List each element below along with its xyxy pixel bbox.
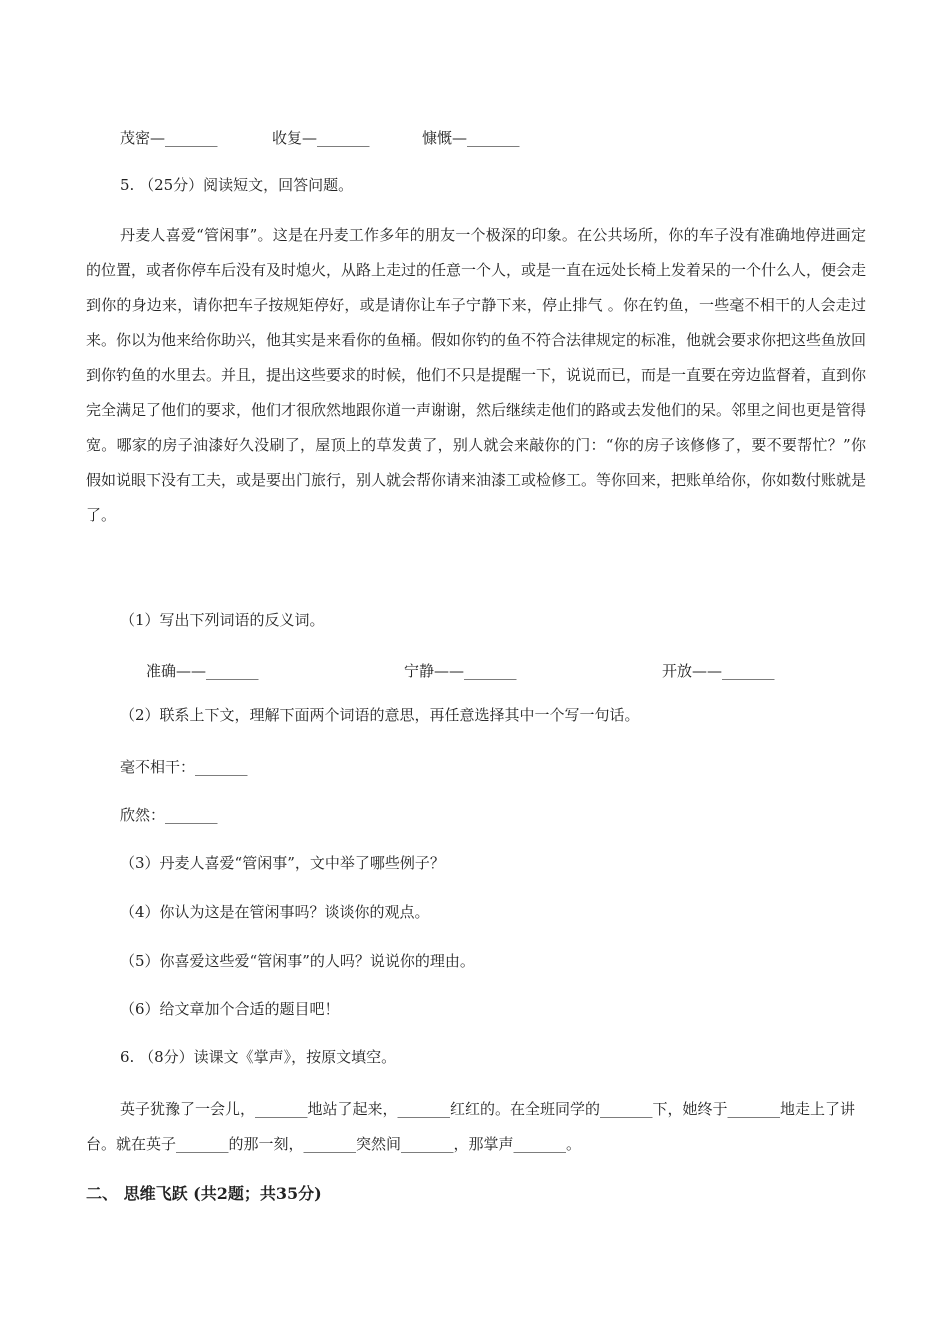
antonym-fill-3: 开放——_______ — [662, 662, 775, 680]
sub-question-4: （4）你认为这是在管闲事吗？谈谈你的观点。 — [120, 903, 430, 921]
fill-in-text: 英子犹豫了一会儿，_______地站了起来，_______红红的。在全班同学的_______下，她终于_______地走上了讲台。就在英子_______的那一刻，_______突然间_______，那掌声_______。 — [86, 1100, 856, 1153]
sub-question-5: （5）你喜爱这些爱“管闲事”的人吗？说说你的理由。 — [120, 952, 475, 970]
antonym-fill-2: 宁静——_______ — [404, 662, 517, 680]
antonym-item-3: 慷慨—_______ — [422, 129, 520, 147]
antonym-fill-1: 准确——_______ — [146, 662, 259, 680]
sub-question-3: （3）丹麦人喜爱“管闲事”，文中举了哪些例子？ — [120, 854, 445, 872]
antonym-item-1: 茂密—_______ — [120, 129, 218, 147]
word-meaning-1: 毫不相干：_______ — [120, 758, 248, 776]
question-5-title: 5. （25分）阅读短文，回答问题。 — [120, 176, 354, 194]
sub-question-2: （2）联系上下文，理解下面两个词语的意思，再任意选择其中一个写一句话。 — [120, 706, 640, 724]
reading-passage: 丹麦人喜爱“管闲事”。这是在丹麦工作多年的朋友一个极深的印象。在公共场所，你的车子没有准确地停进画定的位置，或者你停车后没有及时熄火，从路上走过的任意一个人，或是一直在远处长椅上发着呆的一个什么人，便会走到你的身边来，请你把车子按规矩停好，或是请你让车子宁静下来，停止排气 。你在钓鱼，一些毫不相干的人会走过来。你以为他来给你助兴，他其实是来看你的鱼桶。假如你钓的鱼不符合法律规定的标准，他就会要求你把这些鱼放回到你钓鱼的水里去。并且，提出这些要求的时候，他们不只是提醒一下，说说而已，而是一直要在旁边监督着，直到你完全满足了他们的要求，他们才很欣然地跟你道一声谢谢，然后继续走他们的路或去发他们的呆。邻里之间也更是管得宽。哪家的房子油漆好久没刷了，屋顶上的草发黄了，别人就会来敲你的门：“你的房子该修修了，要不要帮忙？”你假如说眼下没有工夫，或是要出门旅行，别人就会帮你请来油漆工或检修工。等你回来，把账单给你，你如数付账就是了。 — [86, 226, 867, 524]
section-2-heading: 二、 思维飞跃 (共2题；共35分) — [86, 1184, 322, 1203]
word-meaning-2: 欣然：_______ — [120, 806, 218, 824]
sub-question-6: （6）给文章加个合适的题目吧！ — [120, 1000, 340, 1018]
sub-question-1: （1）写出下列词语的反义词。 — [120, 611, 325, 629]
question-6-title: 6. （8分）读课文《掌声》，按原文填空。 — [120, 1048, 397, 1066]
antonym-item-2: 收复—_______ — [272, 129, 370, 147]
